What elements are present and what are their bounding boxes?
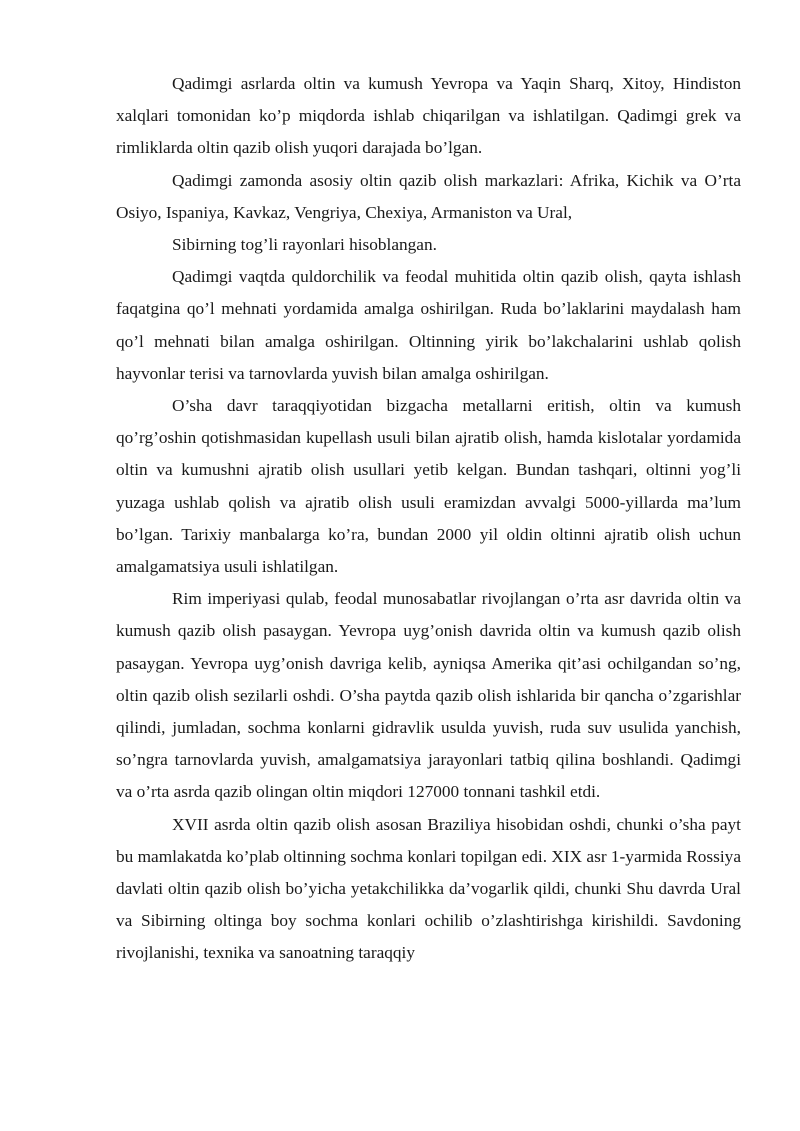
paragraph-mining-centers: Qadimgi zamonda asosiy oltin qazib olish markazlari: Afrika, Kichik va O’rta Osiyo, Ispaniya, Kavkaz, Vengriya, Chexiya, Armaniston va Ural, <box>116 170 741 222</box>
paragraph-ancient-gold-silver: Qadimgi asrlarda oltin va kumush Yevropa va Yaqin Sharq, Xitoy, Hindiston xalqlari tomonidan ko’p miqdorda ishlab chiqarilgan va ishlatilgan. Qadimgi grek va rimliklarda oltin qazib olish yuqori darajada bo’lgan. <box>116 74 741 158</box>
paragraph-siberia-regions: Sibirning tog’li rayonlari hisoblangan. <box>172 235 437 255</box>
paragraph-middle-ages: Rim imperiyasi qulab, feodal munosabatlar rivojlangan o’rta asr davrida oltin va kumush qazib olish pasaygan. Yevropa uyg’onish davrida oltin va kumush qazib olish pasaygan. Yevropa uyg’onish davriga kelib, ayniqsa Amerika qit’asi ochilgandan so’ng, oltin qazib olish sezilarli oshdi. O’sha paytda qazib olish ishlarida bir qancha o’zgarishlar qilindi, jumladan, sochma konlarni gidravlik usulda yuvish, ruda suv usulida yanchish, so’ngra tarnovlarda yuvish, amalgamatsiya jarayonlari tatbiq qilina boshlandi. Qadimgi va o’rta asrda qazib olingan oltin miqdori 127000 tonnani tashkil etdi. <box>116 589 741 802</box>
paragraph-extraction-methods: O’sha davr taraqqiyotidan bizgacha metallarni eritish, oltin va kumush qo’rg’oshin qotishmasidan kupellash usuli bilan ajratib olish, hamda kislotalar yordamida oltin va kumushni ajratib olish usullari yetib kelgan. Bundan tashqari, oltinni yog’li yuzaga ushlab qolish va ajratib olish usuli eramizdan avvalgi 5000-yillarda ma’lum bo’lgan. Tarixiy manbalarga ko’ra, bundan 2000 yil oldin oltinni ajratib olish uchun amalgamatsiya usuli ishlatilgan. <box>116 396 741 577</box>
paragraph-manual-labor: Qadimgi vaqtda quldorchilik va feodal muhitida oltin qazib olish, qayta ishlash faqatgina qo’l mehnati yordamida amalga oshirilgan. Ruda bo’laklarini maydalash ham qo’l mehnati bilan amalga oshirilgan. Oltinning yirik bo’lakchalarini ushlab qolish hayvonlar terisi va tarnovlarda yuvish bilan amalga oshirilgan. <box>116 267 741 383</box>
paragraph-17th-19th-century: XVII asrda oltin qazib olish asosan Braziliya hisobidan oshdi, chunki o’sha payt bu mamlakatda ko’plab oltinning sochma konlari topilgan edi. XIX asr 1-yarmida Rossiya davlati oltin qazib olish bo’yicha yetakchilikka da’vogarlik qildi, chunki Shu davrda Ural va Sibirning oltinga boy sochma konlari ochilib o’zlashtirishga kirishildi. Savdoning rivojlanishi, texnika va sanoatning taraqqiy <box>116 814 741 963</box>
document-page <box>116 68 741 970</box>
